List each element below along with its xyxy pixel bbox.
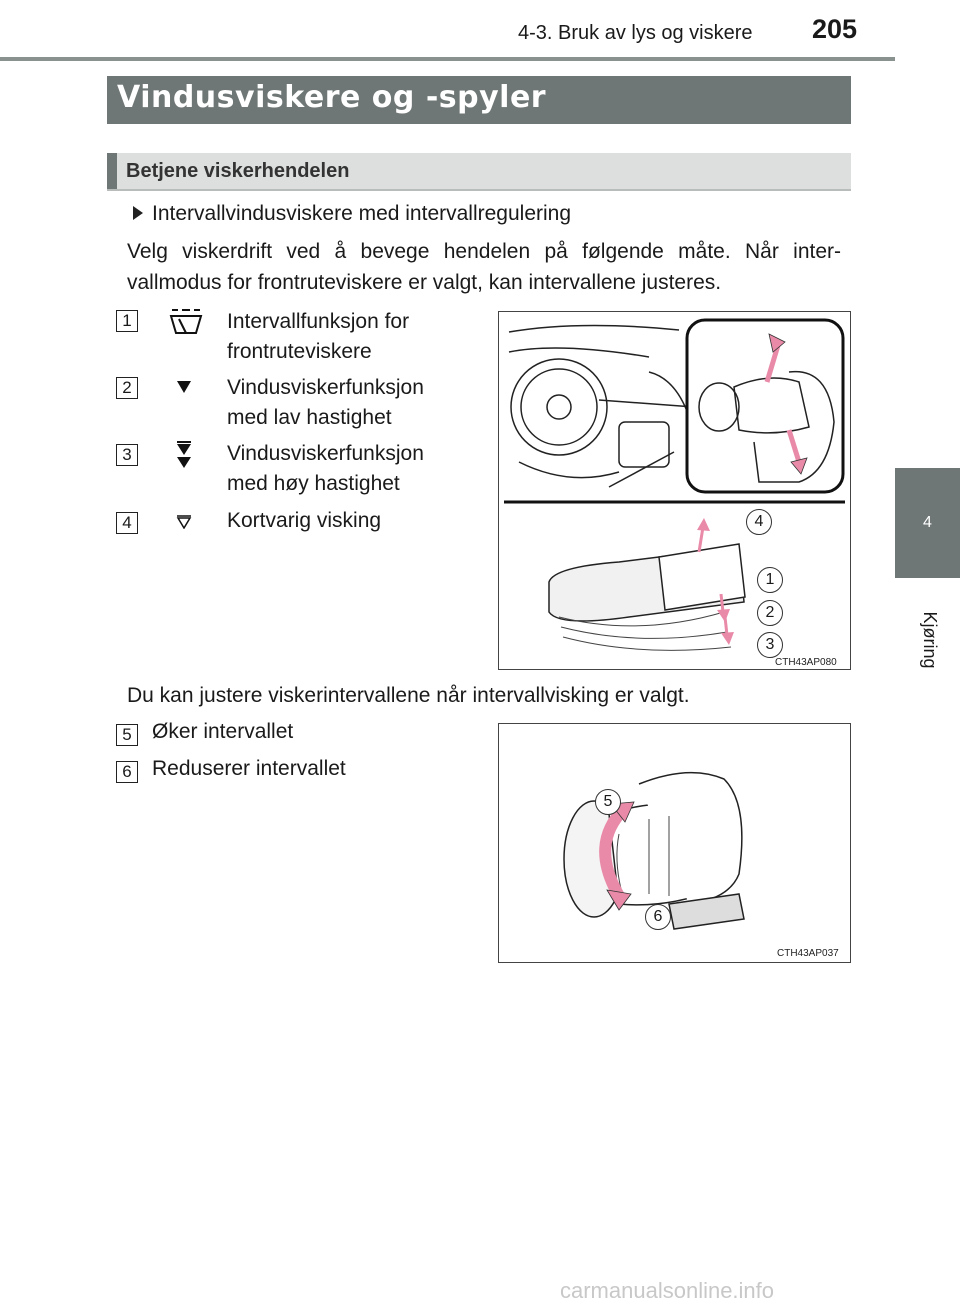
item-number: 2 — [116, 377, 138, 399]
figure-interval-ring — [498, 723, 851, 963]
adjust-item-label: Øker intervallet — [152, 720, 294, 743]
item-label-line: med lav hastighet — [227, 406, 392, 429]
callout-5: 5 — [595, 789, 621, 815]
callout-1: 1 — [757, 567, 783, 593]
callout-3: 3 — [757, 632, 783, 658]
figure-code: CTH43AP037 — [777, 948, 839, 959]
callout-2: 2 — [757, 600, 783, 626]
wiper-lever-illustration — [499, 312, 850, 669]
low-speed-icon — [176, 380, 192, 394]
item-number: 3 — [116, 444, 138, 466]
item-label-line: Kortvarig visking — [227, 509, 382, 532]
subtitle-underline — [107, 189, 851, 191]
subtitle-marker — [107, 153, 117, 189]
item-number: 4 — [116, 512, 138, 534]
bullet-triangle-icon — [133, 206, 143, 220]
chapter-tab: 4 — [895, 468, 960, 578]
intro-line-2: vallmodus for frontruteviskere er valgt, kan intervallene justeres. — [127, 271, 722, 294]
high-speed-icon — [176, 440, 192, 470]
bullet-text: Intervallvindusviskere med intervallregulering — [152, 202, 572, 225]
callout-4: 4 — [746, 509, 772, 535]
interval-ring-illustration — [499, 724, 850, 962]
subtitle: Betjene viskerhendelen — [126, 160, 350, 182]
chapter-label: Kjøring — [920, 611, 940, 669]
item-number: 6 — [116, 761, 138, 783]
figure-wiper-lever — [498, 311, 851, 670]
section-heading: 4-3. Bruk av lys og viskere — [518, 22, 753, 44]
adjust-text: Du kan justere viskerintervallene når intervallvisking er valgt. — [127, 684, 690, 707]
intro-line-1: Velg viskerdrift ved å bevege hendelen på følgende måte. Når inter- — [127, 240, 841, 263]
item-label-line: med høy hastighet — [227, 472, 400, 495]
item-number: 1 — [116, 310, 138, 332]
item-label-line: Vindusviskerfunksjon — [227, 442, 424, 465]
page-number: 205 — [812, 14, 858, 44]
figure-code: CTH43AP080 — [775, 657, 837, 668]
header-rule — [0, 57, 895, 61]
watermark: carmanualsonline.info — [560, 1278, 775, 1303]
item-label-line: Vindusviskerfunksjon — [227, 376, 424, 399]
adjust-item-label: Reduserer intervallet — [152, 757, 346, 780]
interval-wiper-icon — [168, 307, 204, 337]
callout-6: 6 — [645, 904, 671, 930]
item-number: 5 — [116, 724, 138, 746]
item-label-line: frontruteviskere — [227, 340, 372, 363]
item-label-line: Intervallfunksjon for — [227, 310, 410, 333]
page-title: Vindusviskere og -spyler — [117, 80, 547, 115]
mist-icon — [176, 515, 192, 529]
